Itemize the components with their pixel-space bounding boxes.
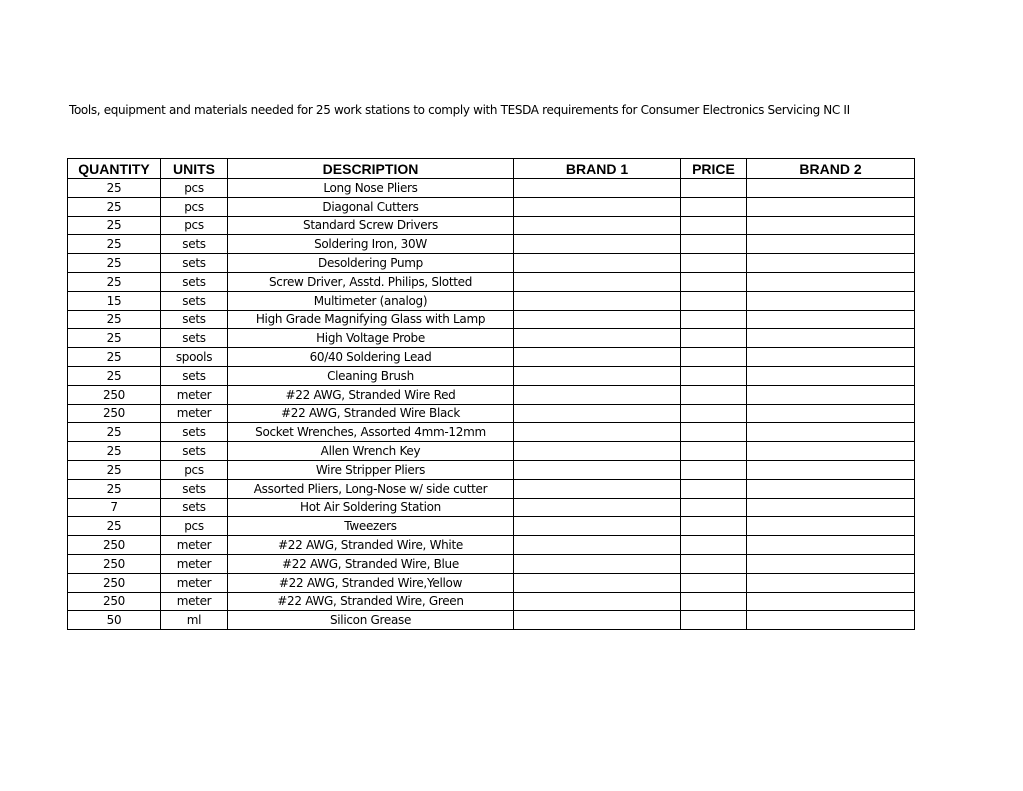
table-row bbox=[68, 404, 915, 423]
header-brand-1: BRAND 1 bbox=[514, 159, 681, 179]
brand-1-cell bbox=[514, 348, 681, 367]
brand-2-cell bbox=[747, 366, 915, 385]
quantity-cell: 25 bbox=[68, 235, 161, 254]
description-cell: #22 AWG, Stranded Wire Red bbox=[228, 385, 514, 404]
description-cell: High Grade Magnifying Glass with Lamp bbox=[228, 310, 514, 329]
description-cell: Desoldering Pump bbox=[228, 254, 514, 273]
brand-1-cell bbox=[514, 536, 681, 555]
units-cell: meter bbox=[161, 573, 228, 592]
units-cell: meter bbox=[161, 592, 228, 611]
brand-1-cell bbox=[514, 611, 681, 630]
header-price: PRICE bbox=[681, 159, 747, 179]
units-cell: sets bbox=[161, 272, 228, 291]
units-cell: pcs bbox=[161, 179, 228, 198]
quantity-cell: 250 bbox=[68, 536, 161, 555]
quantity-cell: 25 bbox=[68, 460, 161, 479]
units-cell: sets bbox=[161, 291, 228, 310]
price-cell bbox=[681, 216, 747, 235]
quantity-cell: 250 bbox=[68, 404, 161, 423]
price-cell bbox=[681, 498, 747, 517]
table-row bbox=[68, 554, 915, 573]
price-cell bbox=[681, 423, 747, 442]
brand-2-cell bbox=[747, 442, 915, 461]
table-row bbox=[68, 310, 915, 329]
price-cell bbox=[681, 536, 747, 555]
quantity-cell: 250 bbox=[68, 385, 161, 404]
brand-1-cell bbox=[514, 235, 681, 254]
quantity-cell: 250 bbox=[68, 573, 161, 592]
brand-2-cell bbox=[747, 329, 915, 348]
brand-1-cell bbox=[514, 479, 681, 498]
quantity-cell: 25 bbox=[68, 254, 161, 273]
quantity-cell: 25 bbox=[68, 366, 161, 385]
description-cell: Cleaning Brush bbox=[228, 366, 514, 385]
table-row bbox=[68, 197, 915, 216]
brand-2-cell bbox=[747, 498, 915, 517]
brand-1-cell bbox=[514, 291, 681, 310]
quantity-cell: 25 bbox=[68, 479, 161, 498]
header-brand-2: BRAND 2 bbox=[747, 159, 915, 179]
brand-1-cell bbox=[514, 517, 681, 536]
table-row bbox=[68, 291, 915, 310]
description-cell: Hot Air Soldering Station bbox=[228, 498, 514, 517]
description-cell: Tweezers bbox=[228, 517, 514, 536]
price-cell bbox=[681, 235, 747, 254]
table-row bbox=[68, 592, 915, 611]
description-cell: Allen Wrench Key bbox=[228, 442, 514, 461]
quantity-cell: 250 bbox=[68, 554, 161, 573]
table-row bbox=[68, 385, 915, 404]
description-cell: Multimeter (analog) bbox=[228, 291, 514, 310]
brand-2-cell bbox=[747, 216, 915, 235]
quantity-cell: 25 bbox=[68, 442, 161, 461]
header-quantity: QUANTITY bbox=[68, 159, 161, 179]
table-row bbox=[68, 479, 915, 498]
price-cell bbox=[681, 348, 747, 367]
quantity-cell: 25 bbox=[68, 272, 161, 291]
units-cell: pcs bbox=[161, 517, 228, 536]
description-cell: Assorted Pliers, Long-Nose w/ side cutter bbox=[228, 479, 514, 498]
brand-2-cell bbox=[747, 291, 915, 310]
units-cell: sets bbox=[161, 442, 228, 461]
quantity-cell: 25 bbox=[68, 216, 161, 235]
brand-2-cell bbox=[747, 385, 915, 404]
price-cell bbox=[681, 291, 747, 310]
units-cell: sets bbox=[161, 235, 228, 254]
units-cell: sets bbox=[161, 329, 228, 348]
price-cell bbox=[681, 611, 747, 630]
brand-1-cell bbox=[514, 554, 681, 573]
brand-2-cell bbox=[747, 197, 915, 216]
quantity-cell: 50 bbox=[68, 611, 161, 630]
quantity-cell: 25 bbox=[68, 197, 161, 216]
quantity-cell: 25 bbox=[68, 423, 161, 442]
brand-1-cell bbox=[514, 216, 681, 235]
brand-2-cell bbox=[747, 310, 915, 329]
description-cell: #22 AWG, Stranded Wire, White bbox=[228, 536, 514, 555]
table-row bbox=[68, 272, 915, 291]
price-cell bbox=[681, 272, 747, 291]
brand-1-cell bbox=[514, 442, 681, 461]
brand-1-cell bbox=[514, 310, 681, 329]
description-cell: Socket Wrenches, Assorted 4mm-12mm bbox=[228, 423, 514, 442]
table-header-row bbox=[68, 159, 915, 179]
description-cell: Screw Driver, Asstd. Philips, Slotted bbox=[228, 272, 514, 291]
brand-2-cell bbox=[747, 254, 915, 273]
description-cell: #22 AWG, Stranded Wire Black bbox=[228, 404, 514, 423]
brand-1-cell bbox=[514, 573, 681, 592]
description-cell: Standard Screw Drivers bbox=[228, 216, 514, 235]
brand-1-cell bbox=[514, 498, 681, 517]
brand-2-cell bbox=[747, 536, 915, 555]
brand-2-cell bbox=[747, 235, 915, 254]
price-cell bbox=[681, 573, 747, 592]
brand-2-cell bbox=[747, 479, 915, 498]
table-row bbox=[68, 366, 915, 385]
price-cell bbox=[681, 197, 747, 216]
table-row bbox=[68, 329, 915, 348]
units-cell: pcs bbox=[161, 460, 228, 479]
units-cell: meter bbox=[161, 554, 228, 573]
quantity-cell: 25 bbox=[68, 329, 161, 348]
table-row bbox=[68, 517, 915, 536]
description-cell: Silicon Grease bbox=[228, 611, 514, 630]
units-cell: pcs bbox=[161, 197, 228, 216]
brand-1-cell bbox=[514, 460, 681, 479]
quantity-cell: 15 bbox=[68, 291, 161, 310]
price-cell bbox=[681, 442, 747, 461]
price-cell bbox=[681, 592, 747, 611]
brand-2-cell bbox=[747, 573, 915, 592]
description-cell: Long Nose Pliers bbox=[228, 179, 514, 198]
quantity-cell: 25 bbox=[68, 517, 161, 536]
units-cell: sets bbox=[161, 366, 228, 385]
brand-1-cell bbox=[514, 329, 681, 348]
description-cell: #22 AWG, Stranded Wire, Blue bbox=[228, 554, 514, 573]
brand-2-cell bbox=[747, 348, 915, 367]
brand-1-cell bbox=[514, 385, 681, 404]
units-cell: pcs bbox=[161, 216, 228, 235]
table-row bbox=[68, 254, 915, 273]
brand-2-cell bbox=[747, 611, 915, 630]
price-cell bbox=[681, 404, 747, 423]
price-cell bbox=[681, 329, 747, 348]
table-row bbox=[68, 216, 915, 235]
price-cell bbox=[681, 554, 747, 573]
table-row bbox=[68, 536, 915, 555]
quantity-cell: 7 bbox=[68, 498, 161, 517]
units-cell: meter bbox=[161, 385, 228, 404]
quantity-cell: 25 bbox=[68, 348, 161, 367]
table-row bbox=[68, 348, 915, 367]
units-cell: meter bbox=[161, 404, 228, 423]
brand-1-cell bbox=[514, 197, 681, 216]
brand-1-cell bbox=[514, 254, 681, 273]
document-title: Tools, equipment and materials needed for 25 work stations to comply with TESDA requirements for Consumer Electronics Servicing NC II bbox=[69, 103, 850, 117]
quantity-cell: 25 bbox=[68, 179, 161, 198]
brand-1-cell bbox=[514, 179, 681, 198]
brand-1-cell bbox=[514, 366, 681, 385]
brand-2-cell bbox=[747, 554, 915, 573]
brand-1-cell bbox=[514, 592, 681, 611]
brand-1-cell bbox=[514, 404, 681, 423]
brand-2-cell bbox=[747, 423, 915, 442]
table-row bbox=[68, 442, 915, 461]
header-units: UNITS bbox=[161, 159, 228, 179]
table-row bbox=[68, 179, 915, 198]
units-cell: ml bbox=[161, 611, 228, 630]
units-cell: meter bbox=[161, 536, 228, 555]
description-cell: #22 AWG, Stranded Wire, Green bbox=[228, 592, 514, 611]
brand-2-cell bbox=[747, 404, 915, 423]
header-description: DESCRIPTION bbox=[228, 159, 514, 179]
description-cell: Diagonal Cutters bbox=[228, 197, 514, 216]
quantity-cell: 25 bbox=[68, 310, 161, 329]
description-cell: #22 AWG, Stranded Wire,Yellow bbox=[228, 573, 514, 592]
equipment-table bbox=[67, 158, 915, 630]
brand-2-cell bbox=[747, 517, 915, 536]
units-cell: sets bbox=[161, 310, 228, 329]
units-cell: spools bbox=[161, 348, 228, 367]
price-cell bbox=[681, 366, 747, 385]
price-cell bbox=[681, 517, 747, 536]
brand-2-cell bbox=[747, 592, 915, 611]
price-cell bbox=[681, 460, 747, 479]
table-row bbox=[68, 498, 915, 517]
brand-1-cell bbox=[514, 423, 681, 442]
brand-2-cell bbox=[747, 179, 915, 198]
price-cell bbox=[681, 310, 747, 329]
brand-1-cell bbox=[514, 272, 681, 291]
table-row bbox=[68, 460, 915, 479]
price-cell bbox=[681, 254, 747, 273]
description-cell: 60/40 Soldering Lead bbox=[228, 348, 514, 367]
price-cell bbox=[681, 479, 747, 498]
description-cell: Wire Stripper Pliers bbox=[228, 460, 514, 479]
units-cell: sets bbox=[161, 498, 228, 517]
units-cell: sets bbox=[161, 479, 228, 498]
price-cell bbox=[681, 385, 747, 404]
units-cell: sets bbox=[161, 254, 228, 273]
table-body bbox=[68, 179, 915, 630]
table-row bbox=[68, 611, 915, 630]
quantity-cell: 250 bbox=[68, 592, 161, 611]
brand-2-cell bbox=[747, 460, 915, 479]
brand-2-cell bbox=[747, 272, 915, 291]
description-cell: Soldering Iron, 30W bbox=[228, 235, 514, 254]
price-cell bbox=[681, 179, 747, 198]
table-row bbox=[68, 423, 915, 442]
units-cell: sets bbox=[161, 423, 228, 442]
description-cell: High Voltage Probe bbox=[228, 329, 514, 348]
table-row bbox=[68, 235, 915, 254]
table-row bbox=[68, 573, 915, 592]
